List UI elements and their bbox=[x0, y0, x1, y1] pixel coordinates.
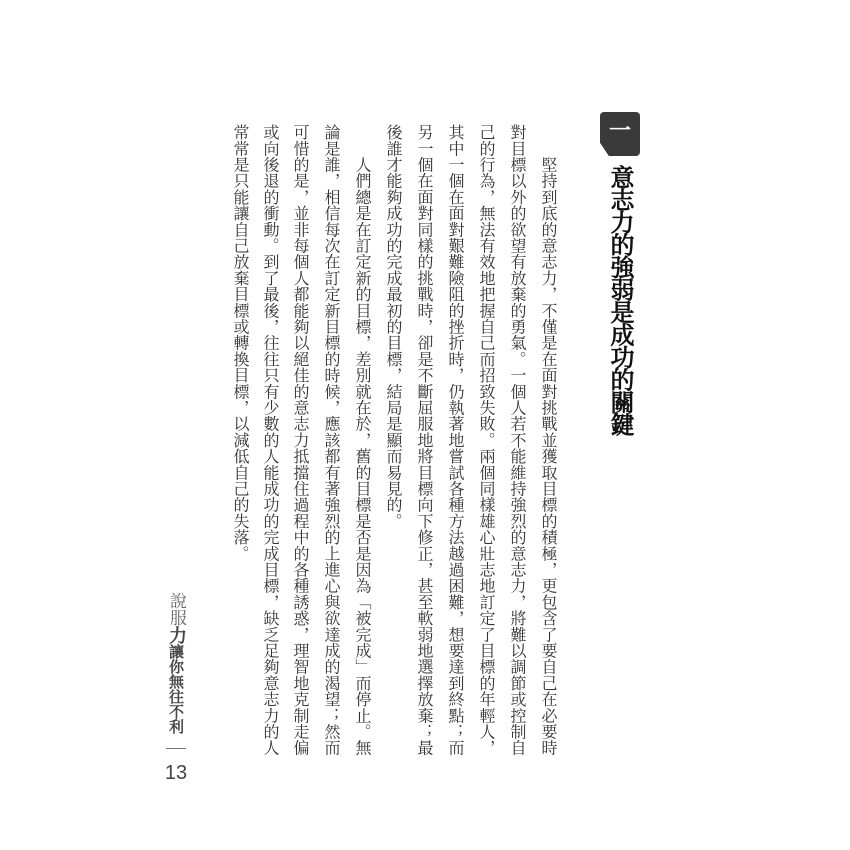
chapter-title: 意志力的強弱是成功的關鍵 bbox=[606, 165, 635, 435]
body-column: 後誰才能夠成功的完成最初的目標，結局是顯而易見的。 bbox=[384, 124, 403, 529]
body-column: 對目標以外的欲望有放棄的勇氣。一個人若不能維持強烈的意志力，將難以調節或控制自 bbox=[508, 124, 527, 756]
body-column: 堅持到底的意志力，不僅是在面對挑戰並獲取目標的積極，更包含了要自己在必要時 bbox=[539, 124, 558, 756]
body-column: 其中一個在面對艱難險阻的挫折時，仍執著地嘗試各種方法越過困難，想要達到終點；而 bbox=[446, 124, 465, 756]
body-column: 己的行為，無法有效地把握自己而招致失敗。兩個同樣雄心壯志地訂定了目標的年輕人， bbox=[477, 124, 496, 756]
running-footer-book-title bbox=[166, 592, 186, 734]
book-title-part: 說服 bbox=[166, 592, 186, 626]
body-column: 或向後退的衝動。到了最後，往往只有少數的人能成功的完成目標，缺乏足夠意志力的人 bbox=[261, 124, 280, 756]
body-column: 人們總是在訂定新的目標，差別就在於，舊的目標是否是因為「被完成」而停止。無 bbox=[353, 124, 372, 756]
book-title-part: 讓你無往不利 bbox=[167, 644, 185, 734]
page-number: 13 bbox=[164, 762, 188, 784]
footer-divider bbox=[166, 748, 186, 749]
chapter-number: 一 bbox=[608, 118, 631, 144]
book-title-part: 力 bbox=[166, 626, 187, 644]
body-column: 論是誰，相信每次在訂定新目標的時候，應該都有著強烈的上進心與欲達成的渴望；然而 bbox=[322, 124, 341, 756]
body-column: 另一個在面對同樣的挑戰時，卻是不斷屈服地將目標向下修正，甚至軟弱地選擇放棄；最 bbox=[415, 124, 434, 756]
body-column: 可惜的是，並非每個人都能夠以絕佳的意志力抵擋住過程中的各種誘惑，理智地克制走偏 bbox=[291, 124, 310, 756]
body-column: 常常是只能讓自己放棄目標或轉換目標，以減低自己的失落。 bbox=[231, 124, 250, 562]
